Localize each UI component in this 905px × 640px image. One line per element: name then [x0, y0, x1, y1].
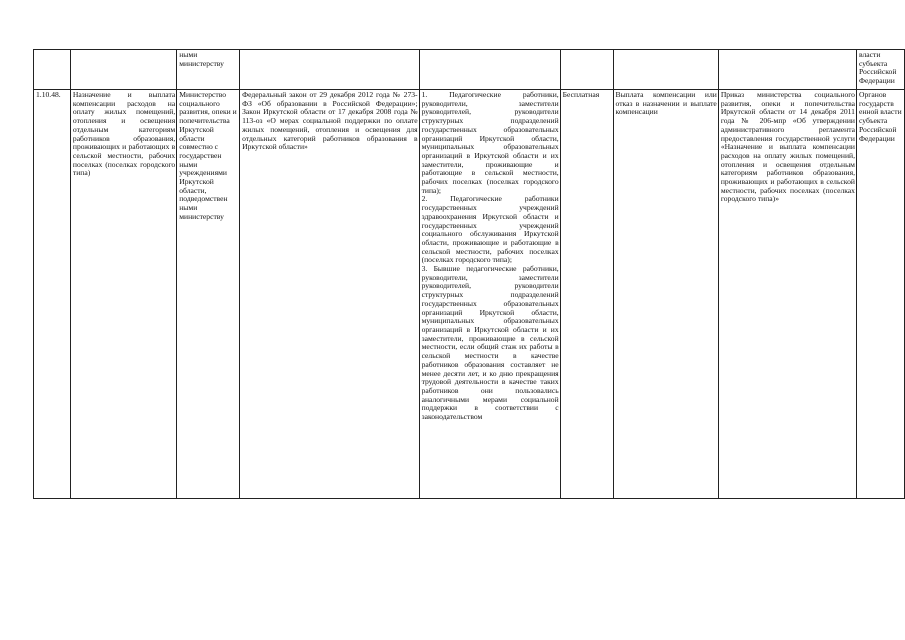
continuation-responsible-body: ными министерству	[177, 50, 240, 90]
cell-empty	[419, 50, 560, 90]
cell-empty	[240, 50, 419, 90]
cell-empty	[70, 50, 176, 90]
continuation-authority-level: власти субъекта Российской Федерации	[856, 50, 904, 90]
legal-basis: Федеральный закон от 29 декабря 2012 года № 273-ФЗ «Об образовании в Российской Федерации»; Закон Иркутской области от 17 декабря 2008 года № 113-оз «О мерах социальной поддержки по оплате жилых помещений, отопления и освещения для отдельных категорий работников образования в Иркутской области»	[240, 90, 419, 499]
cell-empty	[34, 50, 71, 90]
service-result: Выплата компенсации или отказ в назначении и выплате компенсации	[613, 90, 718, 499]
authority-level: Органов государств енной власти субъекта Российской Федерации	[856, 90, 904, 499]
cell-empty	[718, 50, 856, 90]
row-number: 1.10.48.	[34, 90, 71, 499]
fee: Бесплатная	[560, 90, 613, 499]
responsible-body: Министерство социального развития, опеки и попечительства Иркутской области совместно с государствен ными учреждениями Иркутской области, подведомствен ными министерству	[177, 90, 240, 499]
table-row	[34, 90, 905, 499]
recipients: 1. Педагогические работники, руководители, заместители руководителей, руководители структурных подразделений государственных образовательных организаций Иркутской области, муниципальных образовательных организаций в Иркутской области и их заместители, проживающие и работающие в сельской местности, рабочих поселках (поселках городского типа); 2. Педагогические работники государственных учреждений здравоохранения Иркутской области и государственных учреждений социального обслуживания Иркутской области, проживающие и работающие в сельской местности, рабочих поселках (поселках городского типа); 3. Бывшие педагогические работники, руководители, заместители руководителей, руководители структурных подразделений государственных образовательных организаций Иркутской области, муниципальных образовательных организаций в Иркутской области и их заместители, проживающие в сельской местности, если общий стаж их работы в сельской местности в качестве работников образования составляет не менее десяти лет, и ко дню прекращения трудовой деятельности в качестве таких работников они пользовались аналогичными мерами социальной поддержки в соответствии с законодательством	[419, 90, 560, 499]
continuation-row	[34, 50, 905, 90]
cell-empty	[613, 50, 718, 90]
service-name: Назначение и выплата компенсации расходов на оплату жилых помещений, отопления и освещения отдельным категориям работников образования, проживающих и работающих в сельской местности, рабочих поселках (поселках городского типа)	[70, 90, 176, 499]
cell-empty	[560, 50, 613, 90]
services-register-table	[33, 49, 905, 499]
administrative-regulation: Приказ министерства социального развития, опеки и попечительства Иркутской области от 14 декабря 2011 года № 206-мпр «Об утверждении административного регламента предоставления государственной услуги «Назначение и выплата компенсации расходов на оплату жилых помещений, отопления и освещения отдельным категориям работников образования, проживающих и работающих в сельской местности, рабочих поселках (поселках городского типа)»	[718, 90, 856, 499]
